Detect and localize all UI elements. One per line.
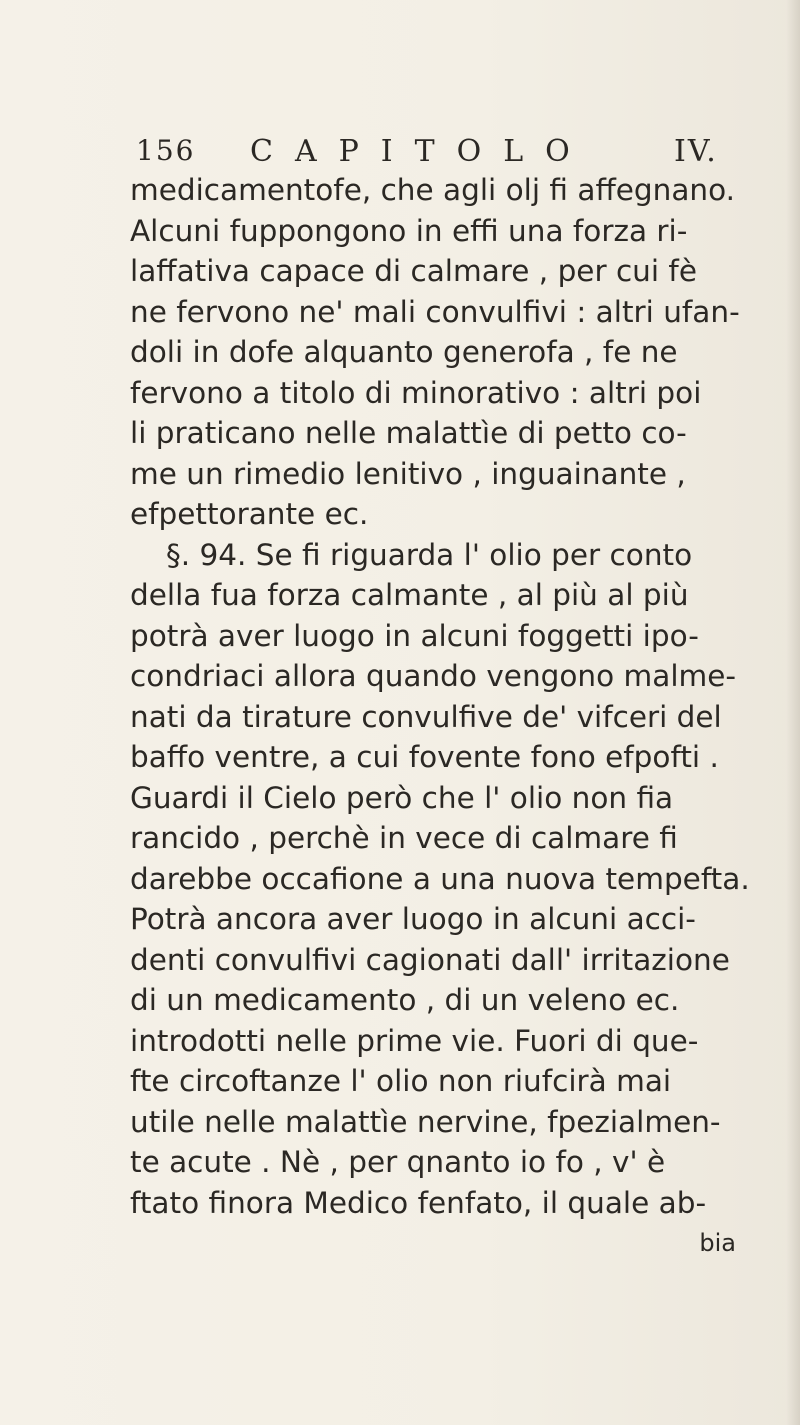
text-line: Alcuni fuppongono in effi una forza ri- <box>130 213 688 248</box>
page-edge-shadow <box>786 0 800 1425</box>
text-line: baffo ventre, a cui fovente fono efpofti . <box>130 740 719 774</box>
text-line: me un rimedio lenitivo , inguainante , <box>130 456 686 491</box>
page-number: 156 <box>136 134 196 167</box>
chapter-number: IV. <box>674 134 718 169</box>
text-line: medicamentofe, che agli olj fi affegnano. <box>130 173 736 207</box>
text-line: denti convulfivi cagionati dall' irritazione <box>130 942 730 977</box>
text-line: condriaci allora quando vengono malme- <box>130 659 737 693</box>
text-line: nati da tirature convulfive de' vifceri del <box>130 699 722 734</box>
text-line: utile nelle malattìe nervine, fpezialmen- <box>130 1104 721 1139</box>
text-line: introdotti nelle prime vie. Fuori di que- <box>130 1023 699 1058</box>
text-line: darebbe occafione a una nuova tempefta. <box>130 861 750 896</box>
text-line: fervono a titolo di minorativo : altri poi <box>130 375 702 410</box>
text-line: Potrà ancora aver luogo in alcuni acci- <box>130 902 696 936</box>
text-line: li praticano nelle malattìe di petto co- <box>130 416 687 450</box>
body-text <box>130 170 750 1264</box>
text-line: fte circoftanze l' olio non riufcirà mai <box>130 1064 672 1098</box>
text-line: Guardi il Cielo però che l' olio non fia <box>130 780 674 815</box>
text-line: potrà aver luogo in alcuni foggetti ipo- <box>130 618 699 653</box>
text-line: della fua forza calmante , al più al più <box>130 578 689 612</box>
text-line: doli in dofe alquanto generofa , fe ne <box>130 335 678 369</box>
text-line: ftato finora Medico fenfato, il quale ab- <box>130 1185 707 1220</box>
text-line: efpettorante ec. <box>130 497 369 531</box>
text-line: ne fervono ne' mali convulfivi : altri ufan- <box>130 294 740 329</box>
catchword: bia <box>699 1229 736 1257</box>
paragraph-start-line: §. 94. Se fi riguarda l' olio per conto <box>166 537 693 572</box>
chapter-title: CAPITOLO <box>250 134 592 169</box>
text-line: di un medicamento , di un veleno ec. <box>130 983 680 1017</box>
text-line: laffativa capace di calmare , per cui fè <box>130 254 697 288</box>
text-line: rancido , perchè in vece di calmare fi <box>130 821 678 855</box>
text-line: te acute . Nè , per qnanto io fo , v' è <box>130 1145 666 1179</box>
